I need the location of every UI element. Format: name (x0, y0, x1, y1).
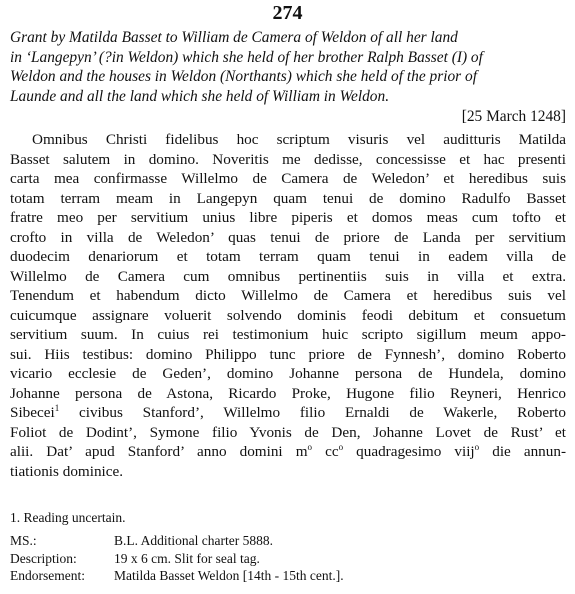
text-segment: alii. Dat’ apud Stanford’ anno domini m (10, 443, 308, 460)
text-line: Omnibus Christi fidelibus hoc scriptum visuris vel auditturis Matilda (32, 131, 566, 148)
text-line: Willelmo de Camera cum omnibus pertinentiis suis in villa et extra. (10, 267, 566, 285)
text-line: Foliot de Dodint’, Symone filio Yvonis de Den, Johanne Lovet de Rust’ et (10, 423, 566, 441)
heading-line: Launde and all the land which she held of William in Weldon. (10, 87, 390, 105)
text-line (10, 442, 566, 462)
manuscript-details (10, 532, 566, 585)
document-heading (10, 28, 568, 106)
detail-row (10, 550, 566, 568)
text-line: fratre meo per servitium unius libre piperis et domos meas cum tofto et (10, 209, 566, 226)
text-line: Johanne persona de Astona, Ricardo Proke, Hugone filio Reyneri, Henrico (10, 384, 566, 402)
detail-value: B.L. Additional charter 5888. (114, 533, 273, 548)
text-line: Tenendum et habendum dicto Willelmo de Camera et heredibus suis vel (10, 287, 566, 304)
detail-label: Endorsement: (10, 568, 85, 583)
text-segment: quadragesimo viij (356, 443, 475, 460)
heading-line: in ‘Langepyn’ (?in Weldon) which she held of her brother Ralph Basset (I) of (10, 48, 483, 66)
text-line: crofto in villa de Weledon’ quas tenui de priore de Landa per servitium (10, 228, 566, 246)
text-segment: cc (325, 443, 339, 460)
text-segment: Sibecei (10, 404, 55, 421)
text-line: tiationis dominice. (10, 462, 124, 480)
text-segment: die annun- (492, 443, 567, 460)
text-line: Basset salutem in domino. Noveritis me dedisse, concessisse et hac presenti (10, 150, 566, 168)
text-line (10, 403, 566, 423)
detail-value: Matilda Basset Weldon [14th - 15th cent.]. (114, 568, 344, 583)
detail-label: Description: (10, 550, 77, 566)
text-segment: civibus Stanford’, Willelmo filio Ernaldi de Wakerle, Roberto (79, 404, 566, 421)
superscript-o: o (338, 442, 344, 452)
footnote: 1. Reading uncertain. (10, 510, 126, 525)
heading-line: Weldon and the houses in Weldon (Northants) which she held of the prior of (10, 68, 477, 85)
heading-line: Grant by Matilda Basset to William de Camera of Weldon of all her land (10, 29, 458, 46)
text-line: servitium suum. In cuius rei testimonium huic scripto sigillum meum appo- (10, 326, 566, 343)
page-number: 274 (272, 2, 303, 24)
detail-row (10, 532, 566, 550)
superscript-o: o (474, 442, 480, 452)
detail-value: 19 x 6 cm. Slit for seal tag. (114, 550, 260, 566)
footnote-marker: 1 (54, 403, 60, 413)
charter-text (10, 130, 566, 481)
document-date: [25 March 1248] (461, 108, 566, 125)
text-line: carta mea confirmasse Willelmo de Camera de Weledon’ et heredibus suis (10, 170, 566, 187)
detail-label: MS.: (10, 533, 37, 548)
text-line: sui. Hiis testibus: domino Philippo tunc priore de Fynnesh’, domino Roberto (10, 345, 566, 363)
superscript-o: o (307, 442, 313, 452)
text-line: vicario ecclesie de Geden’, domino Johanne persona de Hundela, domino (10, 365, 566, 382)
text-line: duodecim denariorum et totam terram quam tenui in eadem villa de (10, 248, 566, 265)
text-line: cuicumque assignare voluerit solvendo dominis feodi debitum et consuetum (10, 306, 566, 324)
detail-row (10, 567, 566, 585)
text-line: totam terram meam in Langepyn quam tenui de domino Radulfo Basset (10, 189, 566, 207)
